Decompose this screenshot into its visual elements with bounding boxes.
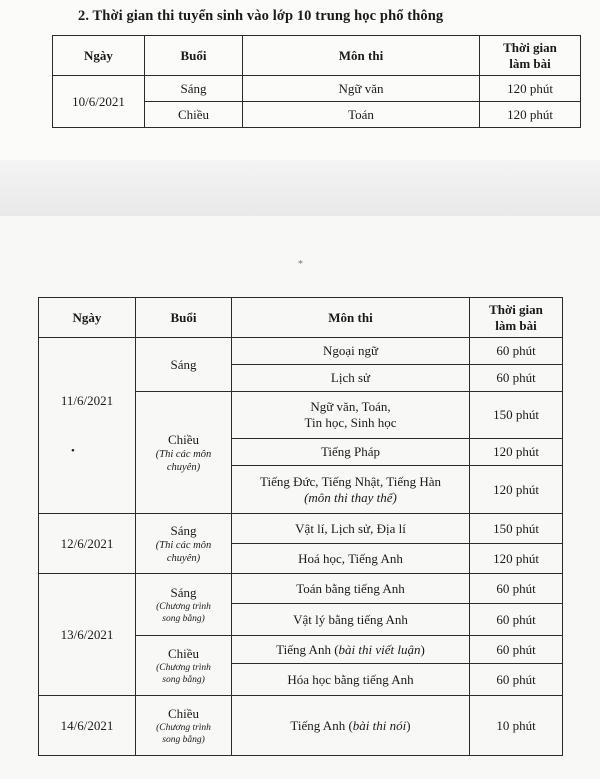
- session-note-line1: (Chương trình: [156, 662, 211, 673]
- date-text: 11/6/2021: [60, 392, 114, 408]
- duration-cell: 60 phút: [470, 636, 563, 664]
- subject-cell: [232, 466, 470, 514]
- subject-cell: Hóa học bằng tiếng Anh: [232, 664, 470, 696]
- header-duration-line2: làm bài: [495, 317, 537, 333]
- subject-main: Tiếng Anh (: [276, 641, 339, 657]
- exam-schedule-table-2: [38, 297, 563, 756]
- page-gap: [0, 160, 600, 216]
- subject-cell: Ngoại ngữ: [232, 338, 470, 365]
- duration-cell: 60 phút: [470, 664, 563, 696]
- table-row: [39, 574, 563, 604]
- subject-cell: Hoá học, Tiếng Anh: [232, 544, 470, 574]
- exam-schedule-table-1: [52, 35, 581, 128]
- duration-cell: 150 phút: [470, 514, 563, 544]
- header-duration-line1: Thời gian: [503, 39, 557, 55]
- session-note-line1: (Chương trình: [156, 722, 211, 733]
- subject-cell: Toán: [243, 102, 480, 128]
- date-cell: 12/6/2021: [39, 514, 136, 574]
- duration-cell: 120 phút: [470, 439, 563, 466]
- session-cell: [136, 636, 232, 696]
- subject-cell: [232, 636, 470, 664]
- header-day: Ngày: [39, 298, 136, 338]
- duration-cell: 10 phút: [470, 696, 563, 756]
- header-duration-line2: làm bài: [509, 55, 551, 71]
- session-note-line1: (Thi các môn: [155, 539, 212, 551]
- session-note-line1: (Thi các môn: [155, 448, 212, 460]
- duration-cell: 120 phút: [480, 102, 581, 128]
- subject-line2: (môn thi thay thế): [304, 489, 397, 505]
- table-row: [53, 76, 581, 102]
- session-label: Chiều: [167, 645, 200, 661]
- session-label: Chiều: [167, 705, 200, 721]
- date-cell: 14/6/2021: [39, 696, 136, 756]
- subject-cell: [232, 392, 470, 439]
- subject-italic: bài thi viết luận: [338, 641, 421, 657]
- header-subject: Môn thi: [232, 298, 470, 338]
- date-cell: 10/6/2021: [53, 76, 145, 128]
- subject-end: ): [420, 641, 425, 657]
- duration-cell: 120 phút: [470, 544, 563, 574]
- session-label: Sáng: [170, 522, 197, 538]
- table-row: [39, 514, 563, 544]
- duration-cell: 60 phút: [470, 338, 563, 365]
- duration-cell: 60 phút: [470, 574, 563, 604]
- subject-cell: Vật lý bằng tiếng Anh: [232, 604, 470, 636]
- subject-cell: [232, 696, 470, 756]
- session-note-line2: song bằng): [162, 674, 205, 685]
- header-duration: [470, 298, 563, 338]
- subject-italic: bài thi nói: [352, 717, 407, 733]
- subject-line1: Ngữ văn, Toán,: [310, 399, 391, 414]
- session-cell: [136, 696, 232, 756]
- table-row: [39, 696, 563, 756]
- session-label: Sáng: [170, 584, 197, 600]
- section-heading: 2. Thời gian thi tuyển sinh vào lớp 10 trung học phổ thông: [78, 8, 444, 24]
- duration-cell: 150 phút: [470, 392, 563, 439]
- session-note-line2: song bằng): [162, 734, 205, 745]
- duration-cell: 120 phút: [480, 76, 581, 102]
- header-duration: [480, 36, 581, 76]
- session-note-line2: song bằng): [162, 613, 205, 624]
- session-label: Chiều: [167, 431, 200, 447]
- stray-mark: *: [298, 259, 303, 270]
- session-cell: Chiều: [145, 102, 243, 128]
- header-session: Buổi: [145, 36, 243, 76]
- session-note-line2: chuyên): [166, 552, 201, 564]
- session-cell: [136, 392, 232, 514]
- subject-line1: Tiếng Đức, Tiếng Nhật, Tiếng Hàn: [259, 473, 441, 489]
- session-cell: Sáng: [145, 76, 243, 102]
- subject-end: ): [406, 717, 411, 733]
- subject-main: Tiếng Anh (: [290, 717, 353, 733]
- duration-cell: 60 phút: [470, 365, 563, 392]
- subject-cell: Toán bằng tiếng Anh: [232, 574, 470, 604]
- date-cell: 13/6/2021: [39, 574, 136, 696]
- session-cell: [136, 514, 232, 574]
- subject-line2: Tin học, Sinh học: [304, 415, 397, 430]
- subject-cell: Ngữ văn: [243, 76, 480, 102]
- header-day: Ngày: [53, 36, 145, 76]
- duration-cell: 60 phút: [470, 604, 563, 636]
- date-cell: [39, 338, 136, 514]
- session-note-line2: chuyên): [166, 461, 201, 473]
- session-cell: [136, 574, 232, 636]
- header-session: Buổi: [136, 298, 232, 338]
- duration-cell: 120 phút: [470, 466, 563, 514]
- session-note-line1: (Chương trình: [156, 601, 211, 612]
- header-duration-line1: Thời gian: [489, 301, 543, 317]
- table-row: [39, 338, 563, 365]
- subject-cell: Tiếng Pháp: [232, 439, 470, 466]
- bullet-mark: •: [71, 444, 75, 457]
- subject-cell: Vật lí, Lịch sử, Địa lí: [232, 514, 470, 544]
- header-subject: Môn thi: [243, 36, 480, 76]
- subject-cell: Lịch sử: [232, 365, 470, 392]
- session-cell: Sáng: [136, 338, 232, 392]
